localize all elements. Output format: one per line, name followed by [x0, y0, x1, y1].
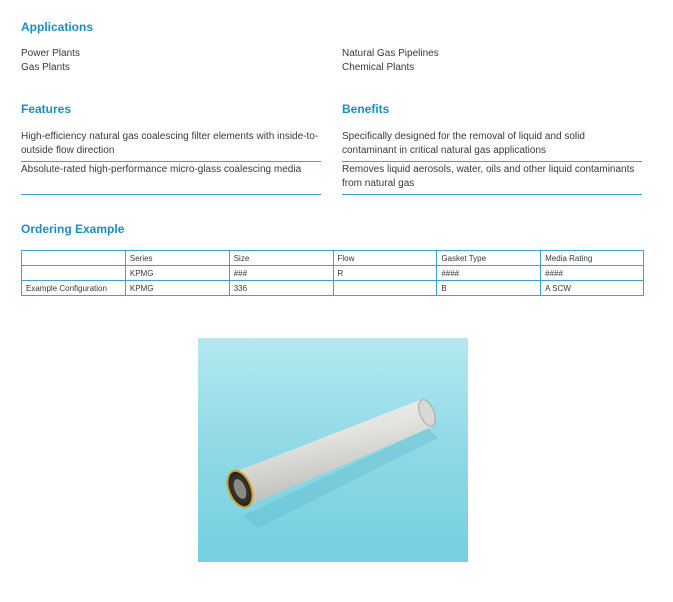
table-cell: Example Configuration — [22, 281, 126, 296]
ordering-table — [21, 250, 644, 296]
table-cell: R — [333, 266, 437, 281]
feature-item: High-efficiency natural gas coalescing filter elements with inside-to-outside flow direction — [21, 130, 321, 162]
feature-item: Absolute-rated high-performance micro-glass coalescing media — [21, 163, 321, 195]
filter-element-image — [198, 338, 468, 562]
table-cell — [333, 281, 437, 296]
benefit-item: Specifically designed for the removal of liquid and solid contaminant in critical natural gas applications — [342, 130, 642, 162]
benefits-heading: Benefits — [342, 102, 390, 116]
application-item: Chemical Plants — [342, 62, 415, 73]
product-photo — [198, 338, 468, 562]
table-cell — [22, 266, 126, 281]
table-cell: B — [437, 281, 541, 296]
application-item: Power Plants — [21, 48, 80, 59]
table-cell: Flow — [333, 251, 437, 266]
application-item: Gas Plants — [21, 62, 70, 73]
table-header-row — [22, 251, 644, 266]
table-cell — [22, 251, 126, 266]
ordering-heading: Ordering Example — [21, 222, 125, 236]
table-cell: #### — [541, 266, 644, 281]
applications-heading: Applications — [21, 20, 94, 34]
table-row — [22, 281, 644, 296]
table-cell: Size — [229, 251, 333, 266]
table-cell: A SCW — [541, 281, 644, 296]
application-item: Natural Gas Pipelines — [342, 48, 439, 59]
table-cell: Media Rating — [541, 251, 644, 266]
features-heading: Features — [21, 102, 72, 116]
benefit-item: Removes liquid aerosols, water, oils and other liquid contaminants from natural gas — [342, 163, 642, 195]
table-cell: Series — [125, 251, 229, 266]
table-cell: KPMG — [125, 281, 229, 296]
table-cell: 336 — [229, 281, 333, 296]
table-cell: #### — [437, 266, 541, 281]
table-row — [22, 266, 644, 281]
table-cell: KPMG — [125, 266, 229, 281]
table-cell: ### — [229, 266, 333, 281]
table-cell: Gasket Type — [437, 251, 541, 266]
